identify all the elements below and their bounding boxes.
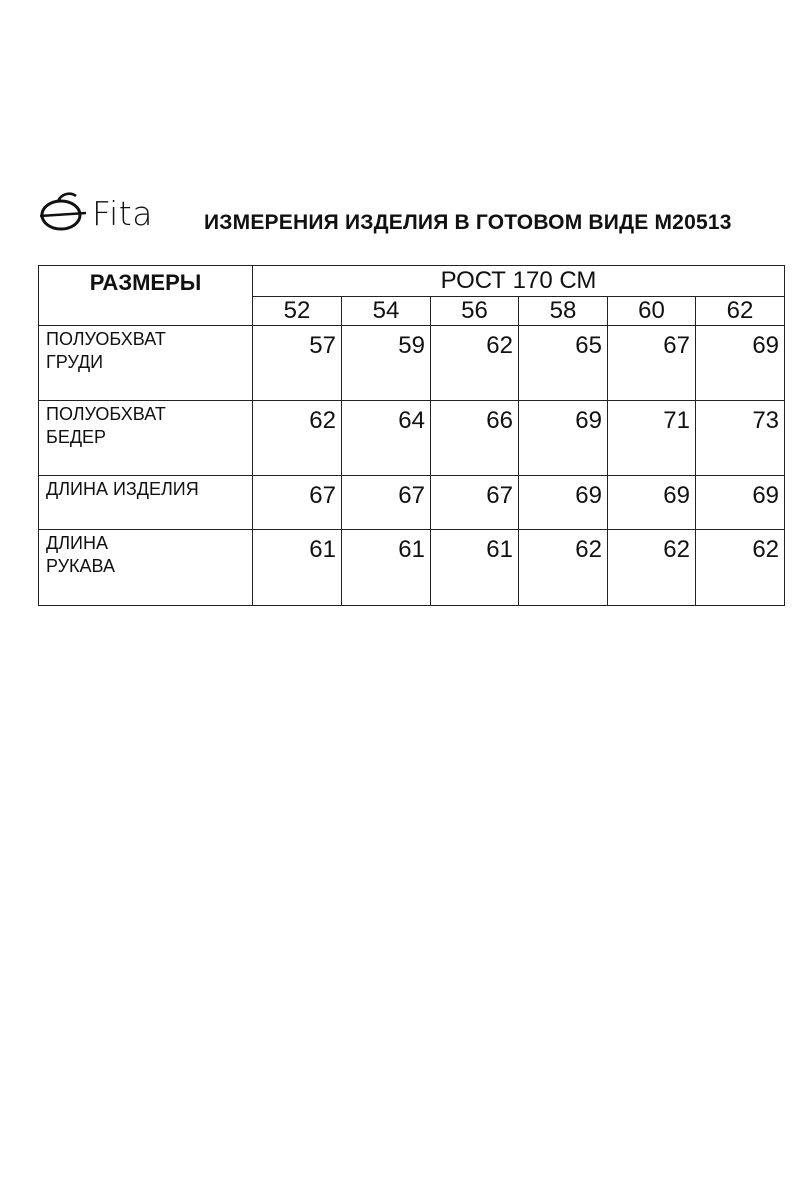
value-cell: 73 [696, 401, 785, 476]
row-label: ДЛИНА ИЗДЕЛИЯ [39, 476, 253, 530]
growth-header: РОСТ 170 СМ [253, 266, 785, 297]
table-row [39, 530, 785, 606]
table-row [39, 401, 785, 476]
size-header-cell: 52 [253, 297, 342, 326]
fita-logo-icon [38, 190, 88, 236]
value-cell: 69 [608, 476, 696, 530]
table-row [39, 326, 785, 401]
page-title: ИЗМЕРЕНИЯ ИЗДЕЛИЯ В ГОТОВОМ ВИДЕ М20513 [204, 211, 732, 234]
value-cell: 64 [342, 401, 431, 476]
value-cell: 57 [253, 326, 342, 401]
value-cell: 62 [431, 326, 519, 401]
value-cell: 61 [342, 530, 431, 606]
value-cell: 62 [253, 401, 342, 476]
value-cell: 62 [519, 530, 608, 606]
value-cell: 65 [519, 326, 608, 401]
value-cell: 69 [519, 476, 608, 530]
value-cell: 66 [431, 401, 519, 476]
value-cell: 62 [608, 530, 696, 606]
value-cell: 69 [519, 401, 608, 476]
row-label: ДЛИНА РУКАВА [39, 530, 253, 606]
value-cell: 61 [253, 530, 342, 606]
value-cell: 67 [431, 476, 519, 530]
row-label: ПОЛУОБХВАТ ГРУДИ [39, 326, 253, 401]
size-header-cell: 56 [431, 297, 519, 326]
value-cell: 69 [696, 326, 785, 401]
value-cell: 67 [253, 476, 342, 530]
size-chart-table [38, 265, 785, 606]
value-cell: 67 [608, 326, 696, 401]
size-header-cell: 54 [342, 297, 431, 326]
value-cell: 62 [696, 530, 785, 606]
table-row [39, 476, 785, 530]
value-cell: 71 [608, 401, 696, 476]
value-cell: 69 [696, 476, 785, 530]
size-header-cell: 60 [608, 297, 696, 326]
sizes-header: РАЗМЕРЫ [39, 266, 253, 326]
value-cell: 67 [342, 476, 431, 530]
value-cell: 61 [431, 530, 519, 606]
size-header-cell: 58 [519, 297, 608, 326]
size-header-cell: 62 [696, 297, 785, 326]
table-header-row [39, 266, 785, 297]
row-label: ПОЛУОБХВАТ БЕДЕР [39, 401, 253, 476]
brand-name: Fita [92, 193, 153, 233]
value-cell: 59 [342, 326, 431, 401]
brand-logo [38, 190, 153, 236]
